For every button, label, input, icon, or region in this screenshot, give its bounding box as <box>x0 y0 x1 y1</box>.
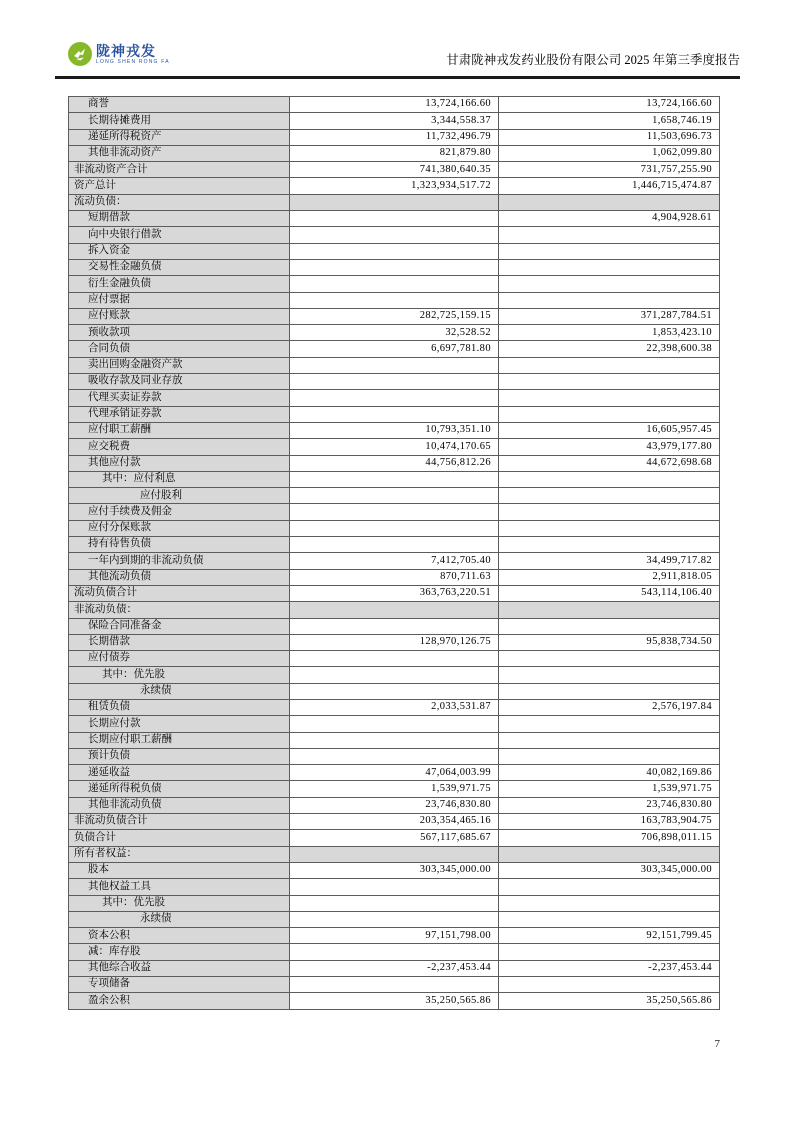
row-label: 盈余公积 <box>69 993 290 1009</box>
value-current-period <box>290 471 499 487</box>
row-label: 长期应付职工薪酬 <box>69 732 290 748</box>
value-prior-period <box>499 374 720 390</box>
value-current-period: 203,354,465.16 <box>290 814 499 830</box>
value-prior-period <box>499 895 720 911</box>
row-label: 专项储备 <box>69 977 290 993</box>
table-row <box>69 439 720 455</box>
value-prior-period <box>499 194 720 210</box>
value-current-period <box>290 194 499 210</box>
row-label: 应付手续费及佣金 <box>69 504 290 520</box>
row-label: 资本公积 <box>69 928 290 944</box>
table-row <box>69 520 720 536</box>
table-row <box>69 716 720 732</box>
table-row <box>69 781 720 797</box>
value-current-period: 32,528.52 <box>290 325 499 341</box>
value-prior-period: 1,062,099.80 <box>499 145 720 161</box>
value-current-period <box>290 243 499 259</box>
table-row <box>69 145 720 161</box>
table-row <box>69 211 720 227</box>
table-row <box>69 765 720 781</box>
table-row <box>69 797 720 813</box>
table-row <box>69 748 720 764</box>
value-prior-period: 1,446,715,474.87 <box>499 178 720 194</box>
row-label: 短期借款 <box>69 211 290 227</box>
value-current-period: 47,064,003.99 <box>290 765 499 781</box>
row-label: 应交税费 <box>69 439 290 455</box>
row-label: 吸收存款及同业存放 <box>69 374 290 390</box>
row-label: 卖出回购金融资产款 <box>69 357 290 373</box>
row-label: 其中：应付利息 <box>69 471 290 487</box>
table-row <box>69 879 720 895</box>
value-prior-period <box>499 879 720 895</box>
table-row <box>69 618 720 634</box>
value-current-period: 13,724,166.60 <box>290 97 499 113</box>
value-prior-period: 2,576,197.84 <box>499 699 720 715</box>
value-prior-period <box>499 471 720 487</box>
row-label: 应付票据 <box>69 292 290 308</box>
value-prior-period <box>499 504 720 520</box>
row-label: 预收款项 <box>69 325 290 341</box>
value-prior-period: 95,838,734.50 <box>499 634 720 650</box>
row-label: 衍生金融负债 <box>69 276 290 292</box>
value-prior-period <box>499 259 720 275</box>
row-label: 应付账款 <box>69 308 290 324</box>
value-prior-period: 35,250,565.86 <box>499 993 720 1009</box>
row-label: 持有待售负债 <box>69 537 290 553</box>
value-current-period <box>290 374 499 390</box>
table-row <box>69 911 720 927</box>
row-label: 永续债 <box>69 683 290 699</box>
value-current-period <box>290 879 499 895</box>
value-current-period: 35,250,565.86 <box>290 993 499 1009</box>
value-current-period: 363,763,220.51 <box>290 585 499 601</box>
table-row <box>69 422 720 438</box>
row-label: 其他应付款 <box>69 455 290 471</box>
value-current-period: 741,380,640.35 <box>290 162 499 178</box>
row-label: 应付分保账款 <box>69 520 290 536</box>
value-prior-period: 731,757,255.90 <box>499 162 720 178</box>
table-row <box>69 227 720 243</box>
table-row <box>69 325 720 341</box>
value-current-period <box>290 488 499 504</box>
value-current-period: 2,033,531.87 <box>290 699 499 715</box>
value-current-period <box>290 977 499 993</box>
value-prior-period <box>499 488 720 504</box>
value-prior-period <box>499 748 720 764</box>
value-current-period: 97,151,798.00 <box>290 928 499 944</box>
table-row <box>69 357 720 373</box>
value-prior-period <box>499 276 720 292</box>
value-current-period <box>290 390 499 406</box>
row-label: 其他权益工具 <box>69 879 290 895</box>
value-prior-period <box>499 227 720 243</box>
value-prior-period <box>499 292 720 308</box>
value-prior-period: 13,724,166.60 <box>499 97 720 113</box>
value-current-period <box>290 911 499 927</box>
value-current-period <box>290 357 499 373</box>
company-name-cn: 陇神戎发 <box>96 42 156 59</box>
value-current-period: -2,237,453.44 <box>290 960 499 976</box>
table-row <box>69 944 720 960</box>
value-prior-period: 706,898,011.15 <box>499 830 720 846</box>
value-current-period: 1,323,934,517.72 <box>290 178 499 194</box>
page-number: 7 <box>714 1038 720 1050</box>
row-label: 其他非流动资产 <box>69 145 290 161</box>
table-row <box>69 960 720 976</box>
value-current-period <box>290 406 499 422</box>
value-prior-period <box>499 357 720 373</box>
row-label: 交易性金融负债 <box>69 259 290 275</box>
row-label: 代理买卖证券款 <box>69 390 290 406</box>
value-current-period: 821,879.80 <box>290 145 499 161</box>
table-row <box>69 488 720 504</box>
row-label: 其中：优先股 <box>69 895 290 911</box>
table-row <box>69 651 720 667</box>
company-logo-icon <box>68 42 92 66</box>
row-label: 拆入资金 <box>69 243 290 259</box>
value-current-period <box>290 846 499 862</box>
row-label: 永续债 <box>69 911 290 927</box>
value-prior-period <box>499 716 720 732</box>
value-prior-period: 44,672,698.68 <box>499 455 720 471</box>
value-prior-period: 43,979,177.80 <box>499 439 720 455</box>
value-prior-period: 2,911,818.05 <box>499 569 720 585</box>
row-label: 其他流动负债 <box>69 569 290 585</box>
row-label: 其他非流动负债 <box>69 797 290 813</box>
row-label: 递延收益 <box>69 765 290 781</box>
table-row <box>69 553 720 569</box>
row-label: 代理承销证券款 <box>69 406 290 422</box>
value-prior-period: 4,904,928.61 <box>499 211 720 227</box>
table-row <box>69 390 720 406</box>
table-row <box>69 341 720 357</box>
balance-sheet-body <box>69 97 720 1010</box>
value-current-period <box>290 895 499 911</box>
value-prior-period <box>499 651 720 667</box>
table-row <box>69 846 720 862</box>
table-row <box>69 308 720 324</box>
table-row <box>69 993 720 1009</box>
balance-sheet-table <box>68 96 720 1010</box>
value-current-period <box>290 618 499 634</box>
value-current-period: 282,725,159.15 <box>290 308 499 324</box>
value-current-period: 128,970,126.75 <box>290 634 499 650</box>
table-row <box>69 406 720 422</box>
value-current-period <box>290 944 499 960</box>
value-prior-period <box>499 618 720 634</box>
row-label: 其中：优先股 <box>69 667 290 683</box>
value-prior-period: 16,605,957.45 <box>499 422 720 438</box>
value-current-period <box>290 748 499 764</box>
value-prior-period: 1,853,423.10 <box>499 325 720 341</box>
table-row <box>69 259 720 275</box>
value-current-period <box>290 651 499 667</box>
header-divider <box>55 76 740 79</box>
value-current-period: 870,711.63 <box>290 569 499 585</box>
value-current-period: 23,746,830.80 <box>290 797 499 813</box>
row-label: 保险合同准备金 <box>69 618 290 634</box>
row-label: 递延所得税负债 <box>69 781 290 797</box>
table-row <box>69 602 720 618</box>
table-row <box>69 862 720 878</box>
value-prior-period <box>499 732 720 748</box>
value-prior-period <box>499 846 720 862</box>
table-row <box>69 276 720 292</box>
row-label: 长期应付款 <box>69 716 290 732</box>
table-row <box>69 178 720 194</box>
table-row <box>69 895 720 911</box>
table-row <box>69 977 720 993</box>
value-prior-period <box>499 944 720 960</box>
value-current-period: 44,756,812.26 <box>290 455 499 471</box>
table-row <box>69 830 720 846</box>
value-current-period <box>290 667 499 683</box>
table-row <box>69 537 720 553</box>
value-prior-period: 1,658,746.19 <box>499 113 720 129</box>
table-row <box>69 292 720 308</box>
value-current-period <box>290 504 499 520</box>
value-current-period <box>290 259 499 275</box>
table-row <box>69 504 720 520</box>
row-label: 资产总计 <box>69 178 290 194</box>
value-current-period <box>290 292 499 308</box>
table-row <box>69 634 720 650</box>
value-prior-period: 543,114,106.40 <box>499 585 720 601</box>
value-prior-period <box>499 406 720 422</box>
value-prior-period <box>499 537 720 553</box>
value-current-period <box>290 211 499 227</box>
table-row <box>69 374 720 390</box>
row-label: 股本 <box>69 862 290 878</box>
value-current-period <box>290 276 499 292</box>
value-current-period <box>290 602 499 618</box>
value-current-period: 1,539,971.75 <box>290 781 499 797</box>
value-current-period <box>290 683 499 699</box>
value-prior-period <box>499 520 720 536</box>
table-row <box>69 699 720 715</box>
row-label: 递延所得税资产 <box>69 129 290 145</box>
row-label: 流动负债合计 <box>69 585 290 601</box>
table-row <box>69 667 720 683</box>
value-current-period: 7,412,705.40 <box>290 553 499 569</box>
row-label: 商誉 <box>69 97 290 113</box>
row-label: 长期待摊费用 <box>69 113 290 129</box>
value-current-period <box>290 732 499 748</box>
value-prior-period: 303,345,000.00 <box>499 862 720 878</box>
value-current-period: 303,345,000.00 <box>290 862 499 878</box>
value-current-period: 6,697,781.80 <box>290 341 499 357</box>
value-current-period <box>290 520 499 536</box>
row-label: 租赁负债 <box>69 699 290 715</box>
row-label: 应付职工薪酬 <box>69 422 290 438</box>
company-name-en: LONG SHEN RONG FA <box>96 58 170 65</box>
row-label: 所有者权益： <box>69 846 290 862</box>
value-prior-period <box>499 243 720 259</box>
table-row <box>69 814 720 830</box>
row-label: 长期借款 <box>69 634 290 650</box>
value-prior-period: 40,082,169.86 <box>499 765 720 781</box>
row-label: 应付债券 <box>69 651 290 667</box>
value-prior-period: -2,237,453.44 <box>499 960 720 976</box>
value-prior-period <box>499 390 720 406</box>
table-row <box>69 455 720 471</box>
company-logo-text <box>96 44 170 65</box>
table-row <box>69 928 720 944</box>
table-row <box>69 585 720 601</box>
value-current-period: 11,732,496.79 <box>290 129 499 145</box>
table-row <box>69 97 720 113</box>
row-label: 负债合计 <box>69 830 290 846</box>
table-row <box>69 732 720 748</box>
table-row <box>69 683 720 699</box>
value-prior-period: 23,746,830.80 <box>499 797 720 813</box>
table-row <box>69 569 720 585</box>
row-label: 非流动负债： <box>69 602 290 618</box>
value-current-period <box>290 716 499 732</box>
value-current-period <box>290 537 499 553</box>
value-prior-period: 34,499,717.82 <box>499 553 720 569</box>
value-current-period: 10,793,351.10 <box>290 422 499 438</box>
row-label: 其他综合收益 <box>69 960 290 976</box>
table-row <box>69 194 720 210</box>
value-current-period: 567,117,685.67 <box>290 830 499 846</box>
row-label: 流动负债： <box>69 194 290 210</box>
value-prior-period <box>499 977 720 993</box>
table-row <box>69 129 720 145</box>
value-prior-period <box>499 667 720 683</box>
value-prior-period: 163,783,904.75 <box>499 814 720 830</box>
row-label: 减：库存股 <box>69 944 290 960</box>
value-prior-period: 92,151,799.45 <box>499 928 720 944</box>
row-label: 一年内到期的非流动负债 <box>69 553 290 569</box>
table-row <box>69 162 720 178</box>
table-row <box>69 113 720 129</box>
value-prior-period <box>499 683 720 699</box>
value-current-period: 10,474,170.65 <box>290 439 499 455</box>
value-prior-period <box>499 911 720 927</box>
value-prior-period: 11,503,696.73 <box>499 129 720 145</box>
table-row <box>69 471 720 487</box>
row-label: 应付股利 <box>69 488 290 504</box>
value-prior-period <box>499 602 720 618</box>
value-prior-period: 371,287,784.51 <box>499 308 720 324</box>
value-current-period <box>290 227 499 243</box>
row-label: 预计负债 <box>69 748 290 764</box>
value-prior-period: 1,539,971.75 <box>499 781 720 797</box>
report-header-title: 甘肃陇神戎发药业股份有限公司 2025 年第三季度报告 <box>446 53 740 67</box>
row-label: 向中央银行借款 <box>69 227 290 243</box>
table-row <box>69 243 720 259</box>
value-current-period: 3,344,558.37 <box>290 113 499 129</box>
company-logo <box>68 42 170 66</box>
row-label: 合同负债 <box>69 341 290 357</box>
row-label: 非流动负债合计 <box>69 814 290 830</box>
row-label: 非流动资产合计 <box>69 162 290 178</box>
value-prior-period: 22,398,600.38 <box>499 341 720 357</box>
